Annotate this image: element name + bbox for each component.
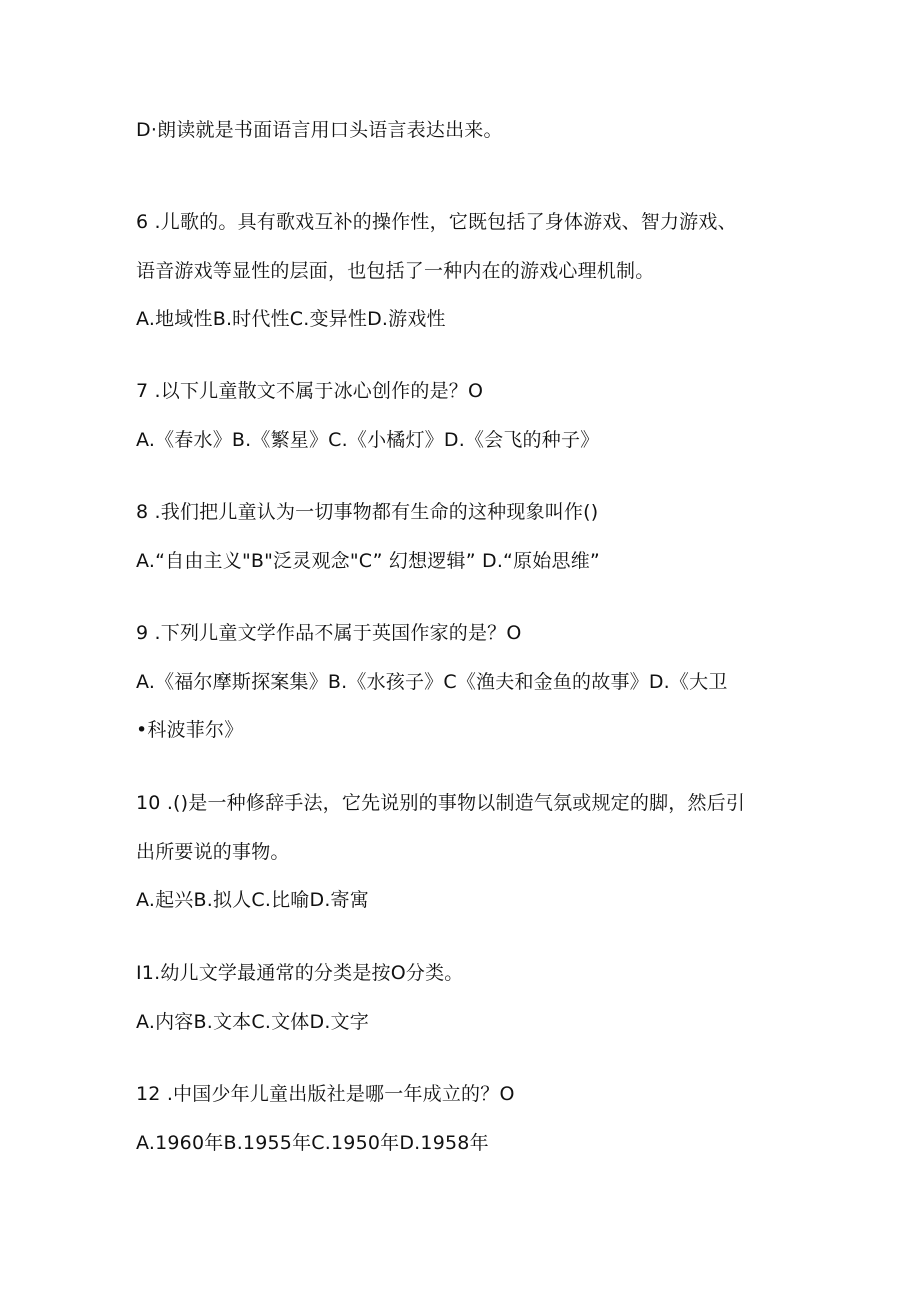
question-7-stem: 7 .以下儿童散文不属于冰心创作的是？O xyxy=(136,380,484,402)
question-6-stem-line-2: 语音游戏等显性的层面，也包括了一种内在的游戏心理机制。 xyxy=(136,260,655,282)
question-6-stem-line-1: 6 .儿歌的。具有歌戏互补的操作性，它既包括了身体游戏、智力游戏、 xyxy=(136,211,737,233)
question-9-stem: 9 .下列儿童文学作品不属于英国作家的是？O xyxy=(136,622,522,644)
question-9-options-line-2: •科波菲尔》 xyxy=(136,719,244,741)
question-10-stem-line-2: 出所要说的事物。 xyxy=(136,841,290,863)
question-8-stem: 8 .我们把儿童认为一切事物都有生命的这种现象叫作() xyxy=(136,501,599,523)
question-6-options: A.地域性B.时代性C.变异性D.游戏性 xyxy=(136,308,446,330)
question-9-options-line-1: A.《福尔摩斯探案集》B.《水孩子》C《渔夫和金鱼的故事》D.《大卫 xyxy=(136,671,728,693)
question-11-stem: I1.幼儿文学最通常的分类是按O分类。 xyxy=(136,962,464,984)
question-10-stem-line-1: 10 .()是一种修辞手法，它先说别的事物以制造气氛或规定的脚，然后引 xyxy=(136,792,746,814)
question-7-options: A.《春水》B.《繁星》C.《小橘灯》D.《会飞的种子》 xyxy=(136,429,600,451)
question-12-stem: 12 .中国少年儿童出版社是哪一年成立的？O xyxy=(136,1083,515,1105)
question-8-options: A.“自由主义"B"泛灵观念"C” 幻想逻辑” D.“原始思维” xyxy=(136,550,600,572)
text-line: D·朗读就是书面语言用口头语言表达出来。 xyxy=(136,119,503,141)
question-12-options: A.1960年B.1955年C.1950年D.1958年 xyxy=(136,1132,489,1154)
question-10-options: A.起兴B.拟人C.比喻D.寄寓 xyxy=(136,889,369,911)
question-11-options: A.内容B.文本C.文体D.文字 xyxy=(136,1011,369,1033)
